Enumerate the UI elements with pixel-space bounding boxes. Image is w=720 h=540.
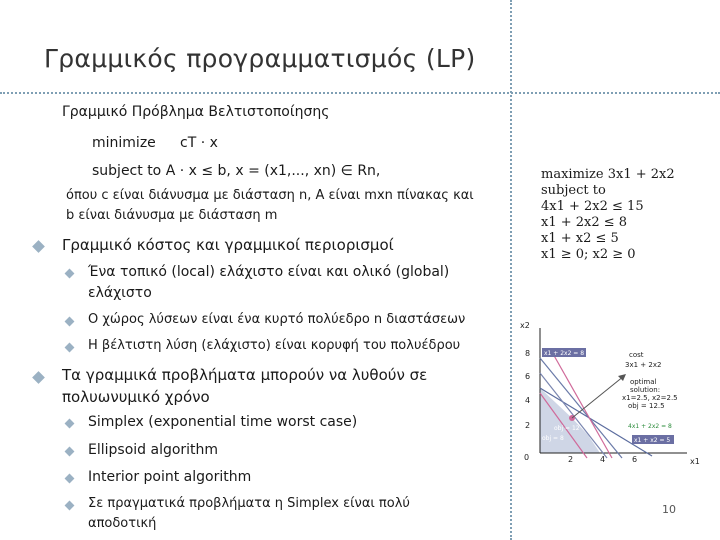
optimal-values: x1=2.5, x2=2.5 (622, 394, 678, 402)
bullet-1-sub-1-line-1: Ένα τοπικό (local) ελάχιστο είναι και ολικό (global) (88, 264, 450, 280)
lp-constraint-1: 4x1 + 2x2 ≤ 15 (541, 199, 644, 214)
minimize-expression: cT · x (180, 135, 218, 151)
line-label-low: x1 + x2 = 5 (634, 437, 671, 444)
feasible-region-graph (512, 318, 708, 468)
optimal-label: optimal (630, 378, 657, 386)
bullet-1-sub-3: Η βέλτιστη λύση (ελάχιστο) είναι κορυφή του πολυέδρου (88, 338, 461, 353)
optimal-solution-label: solution: (630, 386, 661, 394)
bullet-icon (32, 240, 45, 253)
x-tick-0: 0 (524, 453, 530, 462)
bullet-icon (32, 371, 45, 384)
bullet-2-text-line-2: πολυωνυμικό χρόνο (62, 388, 210, 406)
x-tick-4: 4 (600, 455, 606, 464)
page-title: Γραμμικός προγραμματισμός (LP) (44, 44, 476, 73)
where-line-1: όπου c είναι διάνυσμα με διάσταση n, A είναι mxn πίνακας και (66, 188, 474, 203)
bullet-1-text: Γραμμικό κόστος και γραμμικοί περιορισμοί (62, 236, 394, 254)
cost-arrow (572, 376, 624, 418)
lp-constraint-3: x1 + x2 ≤ 5 (541, 231, 619, 246)
optimal-objective: obj = 12.5 (628, 402, 665, 410)
x-tick-2: 2 (568, 455, 574, 464)
bullet-2-text-line-1: Τα γραμμικά προβλήματα μπορούν να λυθούν σε (62, 366, 428, 384)
lp-line-maximize: maximize 3x1 + 2x2 (541, 167, 675, 182)
sub-bullet-icon (65, 474, 75, 484)
bullet-2-sub-4-line-1: Σε πραγματικά προβλήματα η Simplex είναι πολύ (88, 496, 410, 511)
sub-bullet-icon (65, 447, 75, 457)
y-tick-2: 2 (525, 421, 531, 430)
sub-bullet-icon (65, 317, 75, 327)
bullet-2-sub-4-line-2: αποδοτική (88, 516, 157, 531)
sub-bullet-icon (65, 269, 75, 279)
problem-heading: Γραμμικό Πρόβλημα Βελτιστοποίησης (62, 104, 330, 120)
minimize-label: minimize (92, 135, 156, 151)
objective-label-1: obj = 12 (554, 425, 580, 432)
cost-expression: 3x1 + 2x2 (625, 361, 662, 369)
lp-line-subject-to: subject to (541, 183, 606, 198)
subject-to-line: subject to A · x ≤ b, x = (x1,..., xn) ∈ Rn, (92, 163, 381, 179)
line-label-mid: 4x1 + 2x2 = 8 (628, 423, 672, 430)
line-label-top: x1 + 2x2 = 8 (544, 350, 585, 357)
objective-label-2: obj = 8 (542, 435, 564, 442)
bullet-1-sub-2: Ο χώρος λύσεων είναι ένα κυρτό πολύεδρο n διαστάσεων (88, 312, 466, 327)
lp-constraint-4: x1 ≥ 0; x2 ≥ 0 (541, 247, 636, 262)
x-axis-label: x1 (690, 457, 700, 466)
y-tick-4: 4 (525, 396, 531, 405)
page-number: 10 (662, 503, 676, 516)
sub-bullet-icon (65, 501, 75, 511)
x-tick-6: 6 (632, 455, 638, 464)
sub-bullet-icon (65, 419, 75, 429)
lp-example (541, 167, 701, 265)
y-tick-8: 8 (525, 349, 531, 358)
where-line-2: b είναι διάνυσμα με διάσταση m (66, 208, 278, 223)
title-divider (0, 92, 720, 94)
y-tick-6: 6 (525, 372, 531, 381)
bullet-2-sub-2: Ellipsoid algorithm (88, 442, 219, 458)
y-axis-label: x2 (520, 321, 530, 330)
bullet-2-sub-3: Interior point algorithm (88, 469, 252, 485)
cost-label: cost (629, 351, 644, 359)
bullet-1-sub-1-line-2: ελάχιστο (88, 285, 152, 301)
sub-bullet-icon (65, 343, 75, 353)
lp-constraint-2: x1 + 2x2 ≤ 8 (541, 215, 628, 230)
bullet-2-sub-1: Simplex (exponential time worst case) (88, 414, 358, 430)
